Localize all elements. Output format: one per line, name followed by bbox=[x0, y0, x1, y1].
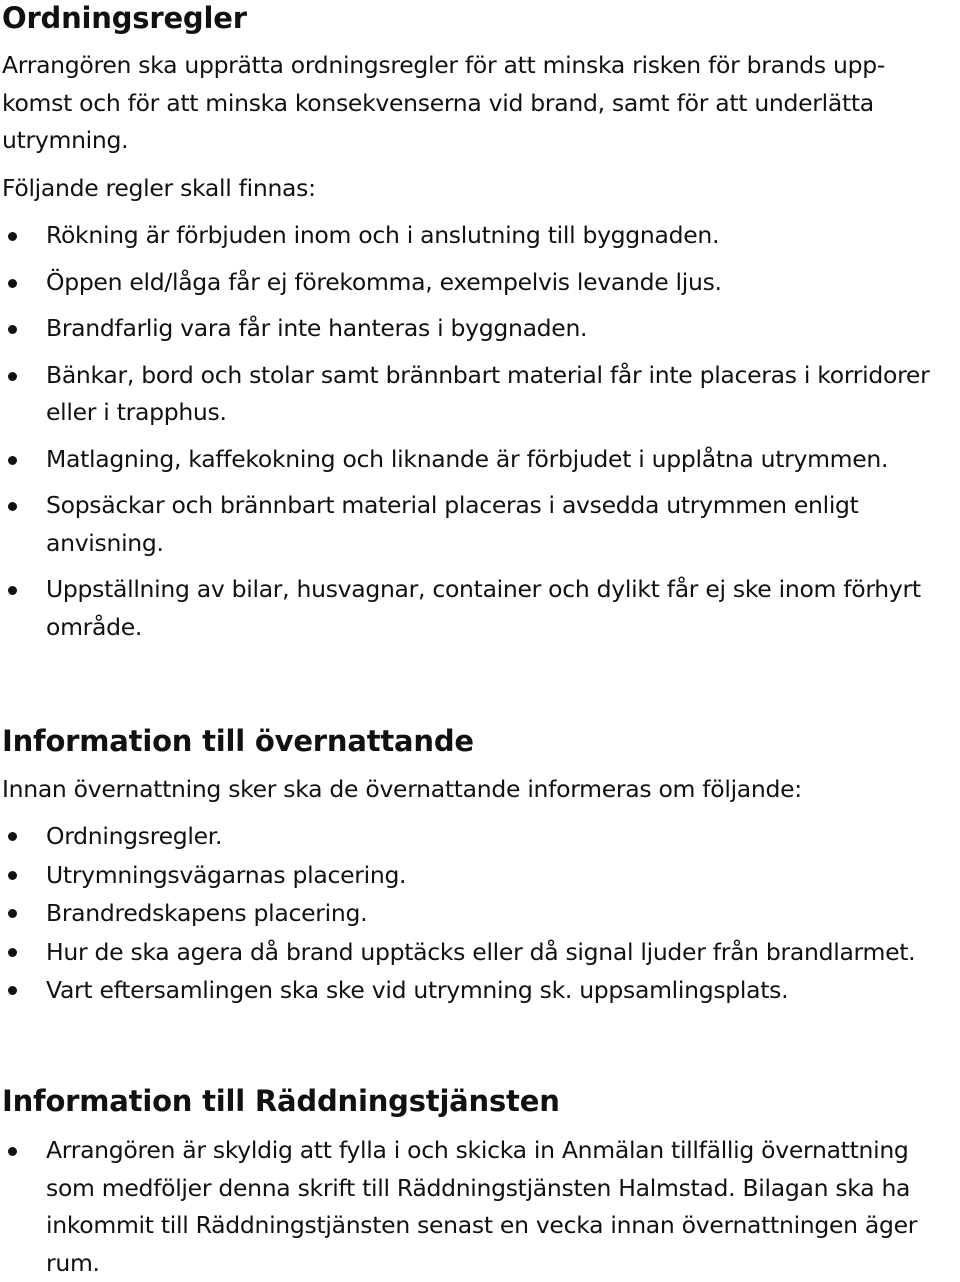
bullet-icon bbox=[8, 502, 17, 511]
bullet-icon bbox=[8, 456, 17, 465]
bullet-icon bbox=[8, 372, 17, 381]
list-item-text: Rökning är förbjuden inom och i anslutning till byggnaden. bbox=[46, 221, 720, 249]
list-item bbox=[2, 264, 958, 302]
list-item bbox=[2, 856, 915, 895]
list-item-text: Uppställning av bilar, husvagnar, container och dylikt får ej ske inom förhyrt område. bbox=[46, 575, 921, 641]
bullet-icon bbox=[8, 832, 17, 841]
list-item-text: Arrangören är skyldig att fylla i och skicka in Anmälan tillfällig övernattning som medföljer denna skrift till Räddningstjänsten Halmstad. Bilagan ska ha inkommit till Räddningstjänsten senast en vecka innan övernattningen äger rum. bbox=[46, 1136, 918, 1277]
list-item bbox=[2, 310, 958, 348]
list-item bbox=[2, 1132, 946, 1282]
list-item-text: Ordningsregler. bbox=[46, 822, 223, 850]
list-item-text: Öppen eld/låga får ej förekomma, exempelvis levande ljus. bbox=[46, 267, 722, 296]
section-intro-overnattande: Innan övernattning sker ska de övernattande informeras om följande: bbox=[2, 775, 802, 803]
list-item bbox=[2, 571, 958, 646]
bullet-icon bbox=[8, 871, 17, 880]
section-title-ordningsregler: Ordningsregler bbox=[2, 1, 247, 35]
bullet-icon bbox=[8, 986, 17, 995]
rules-lead-text: Följande regler skall finnas: bbox=[2, 174, 316, 202]
section-title-overnattande: Information till övernattande bbox=[2, 724, 474, 758]
list-item bbox=[2, 894, 915, 933]
bullet-icon bbox=[8, 232, 17, 241]
bullet-icon bbox=[8, 279, 17, 288]
list-item bbox=[2, 817, 915, 856]
raddningstjansten-list bbox=[2, 1132, 946, 1282]
list-item-text: Hur de ska agera då brand upptäcks eller då signal ljuder från brandlarmet. bbox=[46, 937, 916, 966]
list-item bbox=[2, 933, 915, 972]
list-item-text: Bänkar, bord och stolar samt brännbart material får inte placeras i korridorer eller i trapphus. bbox=[46, 360, 930, 426]
list-item bbox=[2, 217, 958, 255]
list-item bbox=[2, 357, 958, 432]
information-list bbox=[2, 817, 915, 1010]
list-item bbox=[2, 441, 958, 479]
rules-list bbox=[2, 217, 958, 655]
section-intro-ordningsregler: Arrangören ska upprätta ordningsregler för att minska risken för brands upp- komst och för att minska konsekvenserna vid brand, samt för att underlätta utrymning. bbox=[2, 51, 886, 154]
list-item bbox=[2, 487, 958, 562]
list-item-text: Sopsäckar och brännbart material placeras i avsedda utrymmen enligt anvisning. bbox=[46, 491, 859, 557]
list-item-text: Vart eftersamlingen ska ske vid utrymning sk. uppsamlingsplats. bbox=[46, 976, 789, 1004]
bullet-icon bbox=[8, 909, 17, 918]
list-item-text: Matlagning, kaffekokning och liknande är förbjudet i upplåtna utrymmen. bbox=[46, 444, 889, 473]
list-item-text: Utrymningsvägarnas placering. bbox=[46, 860, 407, 889]
section-title-raddningstjansten: Information till Räddningstjänsten bbox=[2, 1084, 560, 1118]
list-item-text: Brandfarlig vara får inte hanteras i byggnaden. bbox=[46, 314, 588, 342]
list-item bbox=[2, 971, 915, 1010]
bullet-icon bbox=[8, 948, 17, 957]
list-item-text: Brandredskapens placering. bbox=[46, 899, 368, 927]
bullet-icon bbox=[8, 1147, 17, 1156]
bullet-icon bbox=[8, 586, 17, 595]
bullet-icon bbox=[8, 325, 17, 334]
